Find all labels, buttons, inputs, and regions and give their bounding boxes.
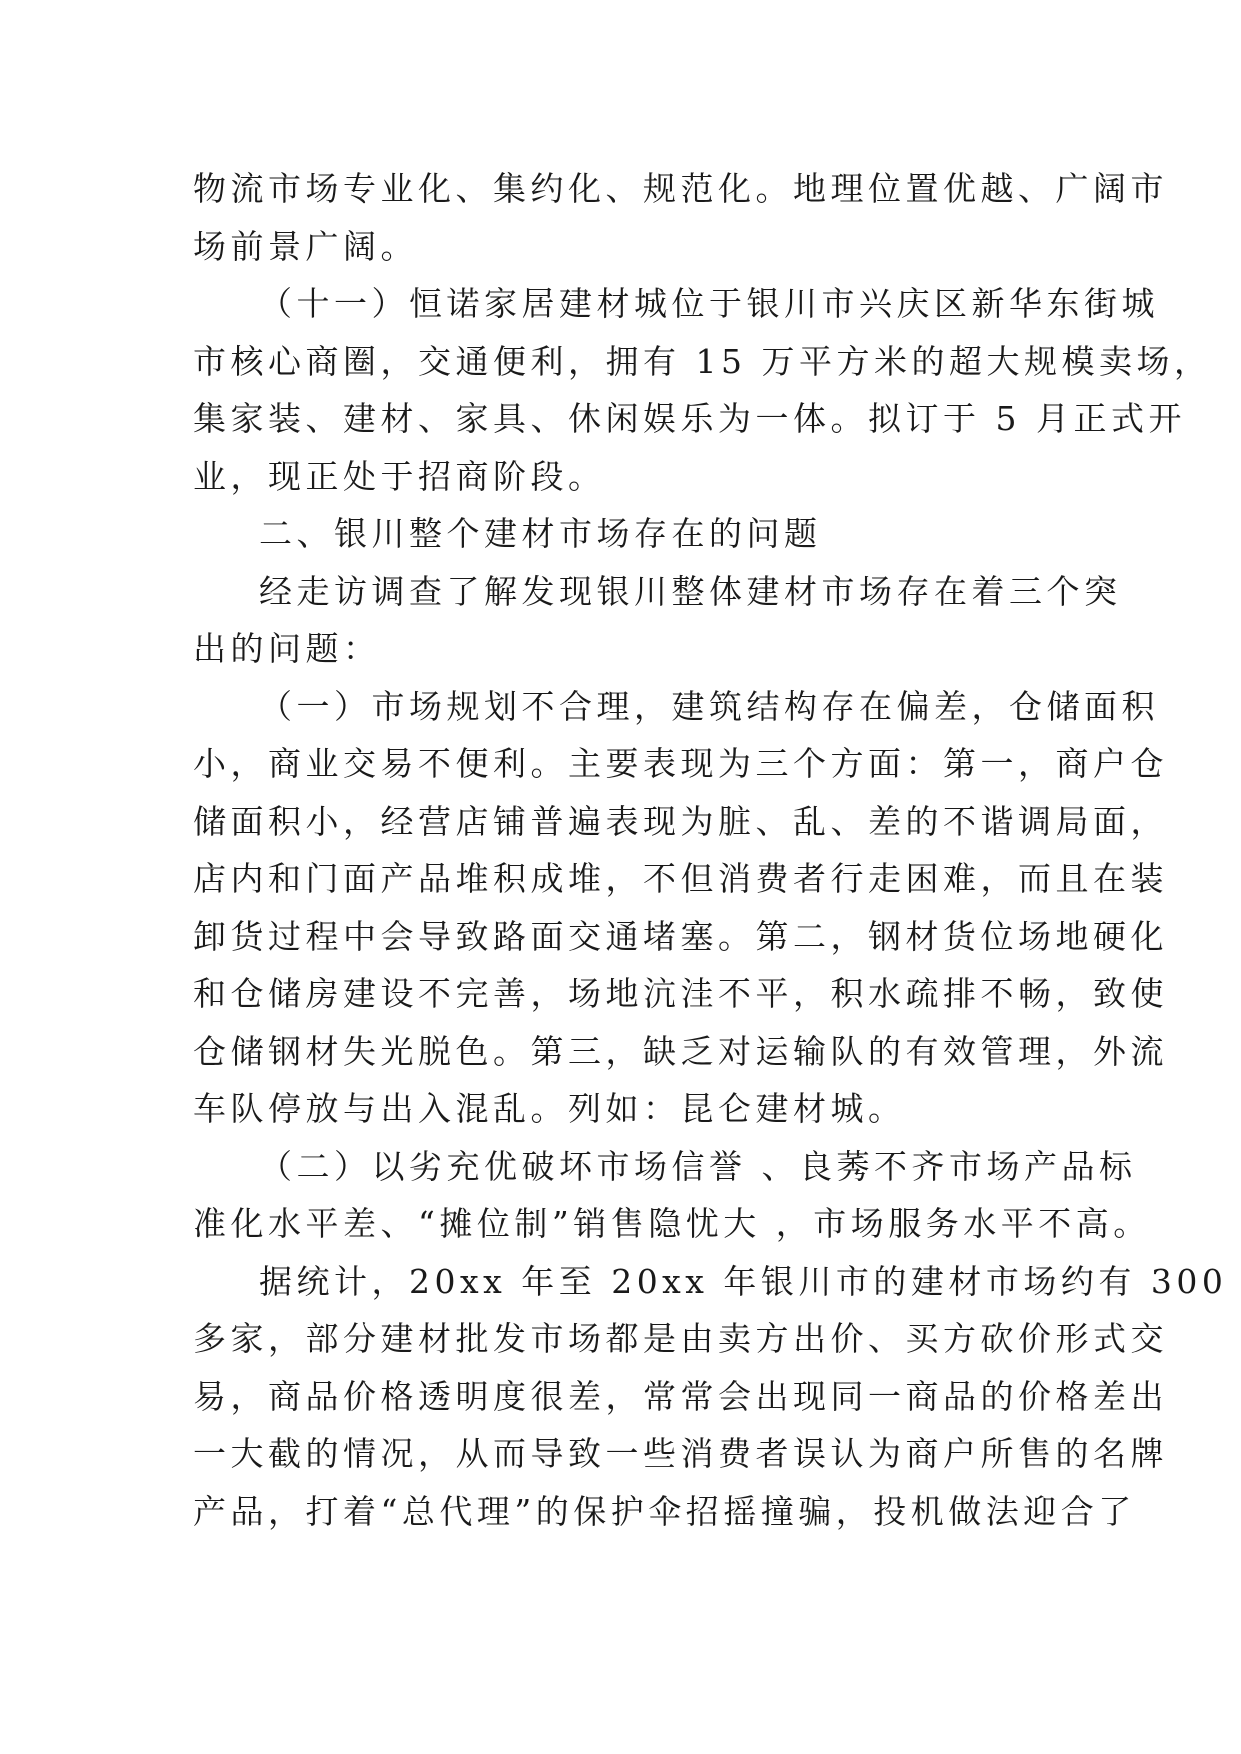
section-heading: 二、银川整个建材市场存在的问题	[259, 514, 822, 553]
text-line: 仓储钢材失光脱色。第三，缺乏对运输队的有效管理，外流	[193, 1031, 1168, 1071]
text-line: 场前景广阔。	[193, 226, 418, 266]
text-line: 小，商业交易不便利。主要表现为三个方面：第一，商户仓	[193, 744, 1168, 783]
text-line: 据统计，20xx 年至 20xx 年银川市的建材市场约有 300	[259, 1261, 1228, 1301]
text-line: 产品，打着“总代理”的保护伞招摇撞骗，投机做法迎合了	[193, 1491, 1136, 1531]
text-line: 和仓储房建设不完善，场地沆洼不平，积水疏排不畅，致使	[193, 974, 1168, 1013]
text-line: 一大截的情况，从而导致一些消费者误认为商户所售的名牌	[193, 1434, 1168, 1473]
text-line: （一）市场规划不合理，建筑结构存在偏差，仓储面积	[259, 686, 1159, 726]
text-line: 准化水平差、“摊位制”销售隐忧大 ，市场服务水平不高。	[193, 1204, 1151, 1243]
text-line: 出的问题：	[193, 629, 381, 668]
text-line: 车队停放与出入混乱。列如：昆仑建材城。	[193, 1089, 906, 1128]
text-line: 经走访调查了解发现银川整体建材市场存在着三个突	[259, 571, 1122, 611]
text-line: （二）以劣充优破坏市场信誉 、良莠不齐市场产品标	[259, 1146, 1137, 1186]
text-line: 卸货过程中会导致路面交通堵塞。第二，钢材货位场地硬化	[193, 916, 1168, 956]
text-line: 易，商品价格透明度很差，常常会出现同一商品的价格差出	[193, 1376, 1168, 1416]
document-body	[193, 160, 1228, 1540]
text-line: （十一）恒诺家居建材城位于银川市兴庆区新华东街城	[259, 284, 1159, 323]
text-line: 店内和门面产品堆积成堆，不但消费者行走困难，而且在装	[193, 859, 1168, 898]
text-line: 多家，部分建材批发市场都是由卖方出价、买方砍价形式交	[193, 1319, 1168, 1358]
text-line: 物流市场专业化、集约化、规范化。地理位置优越、广阔市	[193, 169, 1168, 208]
text-line: 市核心商圈，交通便利，拥有 15 万平方米的超大规模卖场，	[193, 341, 1212, 381]
text-line: 储面积小，经营店铺普遍表现为脏、乱、差的不谐调局面，	[193, 801, 1168, 841]
text-line: 集家装、建材、家具、休闲娱乐为一体。拟订于 5 月正式开	[193, 399, 1186, 438]
text-line: 业，现正处于招商阶段。	[193, 456, 606, 496]
